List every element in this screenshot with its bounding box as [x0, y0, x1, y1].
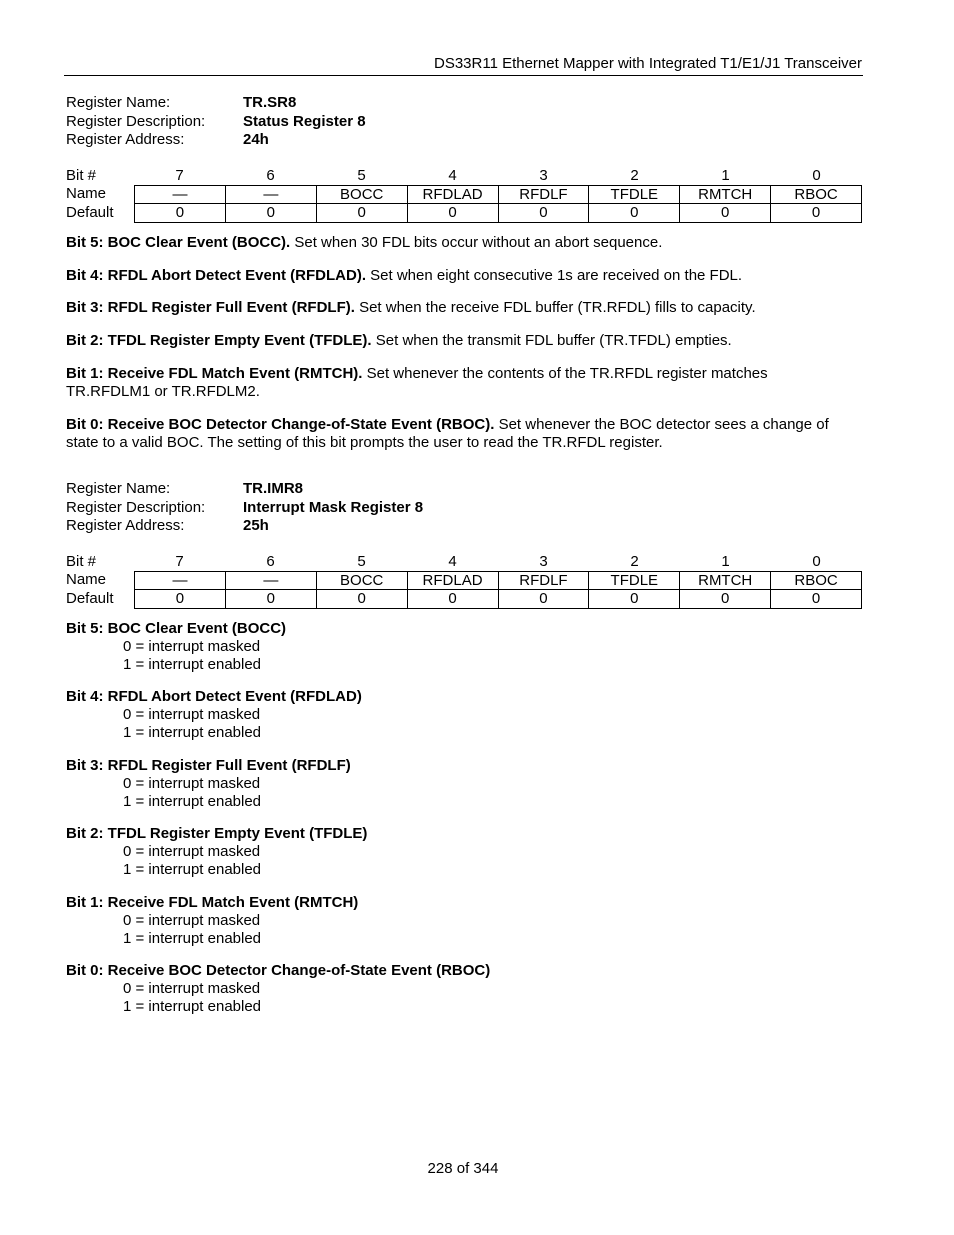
bit-default-label: Default	[66, 204, 114, 221]
bit-number: 1	[721, 167, 730, 184]
field-option: 0 = interrupt masked	[123, 775, 261, 792]
bit-number: 2	[630, 167, 639, 184]
bit-number: 7	[175, 553, 184, 570]
page-number: 228 of 344	[427, 1160, 499, 1177]
bit-default-cell: 0	[589, 590, 680, 608]
register-info-imr8	[66, 480, 423, 536]
bit-default-cell: 0	[680, 204, 771, 222]
bit-number: 1	[721, 553, 730, 570]
header-divider	[64, 75, 863, 76]
bit-description-title: Bit 3: RFDL Register Full Event (RFDLF).	[66, 299, 355, 316]
register-name: TR.SR8	[243, 94, 297, 111]
bit-description-text: Set whenever the BOC detector sees a change of state to a valid BOC. The setting of this bit prompts the user to read the TR.RFDL register.	[66, 416, 829, 451]
field-option: 1 = interrupt enabled	[123, 724, 262, 741]
field-option: 0 = interrupt masked	[123, 980, 261, 997]
bit-default-cell: 0	[408, 204, 499, 222]
bit-default-cell: 0	[317, 204, 408, 222]
document-header: DS33R11 Ethernet Mapper with Integrated T1/E1/J1 Transceiver	[433, 55, 862, 72]
field-option: 1 = interrupt enabled	[123, 930, 262, 947]
field-option: 0 = interrupt masked	[123, 843, 261, 860]
register-address-label: Register Address:	[66, 131, 185, 148]
bit-number: 4	[448, 167, 457, 184]
field-option: 0 = interrupt masked	[123, 638, 261, 655]
bit-default-cell: 0	[135, 590, 226, 608]
bit-description-text: Set when 30 FDL bits occur without an abort sequence.	[290, 234, 663, 251]
bit-name-cell: RFDLF	[499, 186, 590, 203]
bit-description	[66, 267, 862, 285]
field-title: Bit 3: RFDL Register Full Event (RFDLF)	[66, 757, 351, 774]
bit-description-text: Set when the transmit FDL buffer (TR.TFDL) empties.	[371, 332, 732, 349]
field-title: Bit 2: TFDL Register Empty Event (TFDLE)	[66, 825, 368, 842]
field-option: 0 = interrupt masked	[123, 706, 261, 723]
field-option: 1 = interrupt enabled	[123, 998, 262, 1015]
bit-number: 7	[175, 167, 184, 184]
bit-table-sr8	[66, 166, 862, 223]
bit-description-title: Bit 2: TFDL Register Empty Event (TFDLE).	[66, 332, 372, 349]
bit-number: 0	[812, 167, 821, 184]
bit-name-cell: RBOC	[771, 572, 862, 589]
field-description	[66, 825, 367, 879]
bit-description	[66, 365, 811, 401]
bit-description-text: Set whenever the contents of the TR.RFDL register matches TR.RFDLM1 or TR.RFDLM2.	[66, 365, 768, 400]
bit-number: 2	[630, 553, 639, 570]
register-info-sr8	[66, 94, 366, 150]
register-name-label: Register Name:	[66, 94, 171, 111]
bit-number: 4	[448, 553, 457, 570]
bit-name-cell: TFDLE	[589, 572, 680, 589]
bit-name-cell: RMTCH	[680, 572, 771, 589]
bit-description-title: Bit 4: RFDL Abort Detect Event (RFDLAD).	[66, 267, 366, 284]
bit-default-cell: 0	[589, 204, 680, 222]
bit-default-cell: 0	[226, 204, 317, 222]
bit-name-cell: BOCC	[317, 572, 408, 589]
bit-description-text: Set when the receive FDL buffer (TR.RFDL) fills to capacity.	[354, 299, 756, 316]
register-description-label: Register Description:	[66, 498, 206, 516]
bit-name-cell: TFDLE	[589, 186, 680, 203]
bit-name-cell: —	[135, 572, 226, 589]
register-address-label: Register Address:	[66, 517, 185, 534]
register-address: 24h	[243, 131, 269, 148]
bit-default-cell: 0	[771, 590, 862, 608]
bit-number: 3	[539, 167, 548, 184]
bit-default-cell: 0	[408, 590, 499, 608]
bit-description-title: Bit 5: BOC Clear Event (BOCC).	[66, 234, 291, 251]
bit-name-cell: RFDLAD	[408, 572, 499, 589]
register-name: TR.IMR8	[243, 480, 303, 497]
field-description	[66, 620, 286, 674]
field-description	[66, 962, 490, 1016]
bit-default-label: Default	[66, 590, 114, 607]
bit-number: 0	[812, 553, 821, 570]
bit-default-cell: 0	[226, 590, 317, 608]
bit-number-label: Bit #	[66, 553, 97, 570]
field-option: 1 = interrupt enabled	[123, 656, 262, 673]
bit-default-cell: 0	[135, 204, 226, 222]
field-option: 0 = interrupt masked	[123, 912, 261, 929]
field-description	[66, 757, 351, 811]
bit-number: 6	[266, 553, 275, 570]
register-address: 25h	[243, 517, 269, 534]
bit-description-title: Bit 1: Receive FDL Match Event (RMTCH).	[66, 365, 363, 382]
bit-name-cell: RBOC	[771, 186, 862, 203]
bit-name-label: Name	[66, 185, 107, 202]
bit-default-cell: 0	[499, 590, 590, 608]
field-title: Bit 1: Receive FDL Match Event (RMTCH)	[66, 894, 359, 911]
bit-number: 6	[266, 167, 275, 184]
bit-description	[66, 299, 862, 317]
bit-number: 5	[357, 167, 366, 184]
bit-table-imr8	[66, 552, 862, 609]
bit-name-cell: —	[226, 572, 317, 589]
bit-description	[66, 416, 862, 452]
bit-number-label: Bit #	[66, 167, 97, 184]
field-title: Bit 0: Receive BOC Detector Change-of-State Event (RBOC)	[66, 962, 491, 979]
bit-description-text: Set when eight consecutive 1s are received on the FDL.	[366, 267, 743, 284]
bit-number: 5	[357, 553, 366, 570]
register-description: Interrupt Mask Register 8	[243, 498, 424, 516]
field-option: 1 = interrupt enabled	[123, 793, 262, 810]
field-title: Bit 5: BOC Clear Event (BOCC)	[66, 620, 287, 637]
bit-description	[66, 234, 862, 252]
bit-default-cell: 0	[499, 204, 590, 222]
bit-default-cell: 0	[771, 204, 862, 222]
bit-default-cell: 0	[680, 590, 771, 608]
field-description	[66, 894, 358, 948]
bit-name-label: Name	[66, 571, 107, 588]
bit-name-cell: —	[135, 186, 226, 203]
bit-name-cell: RMTCH	[680, 186, 771, 203]
field-description	[66, 688, 362, 742]
register-description: Status Register 8	[243, 112, 366, 130]
bit-name-cell: —	[226, 186, 317, 203]
field-title: Bit 4: RFDL Abort Detect Event (RFDLAD)	[66, 688, 362, 705]
bit-name-cell: BOCC	[317, 186, 408, 203]
bit-description	[66, 332, 862, 350]
bit-number: 3	[539, 553, 548, 570]
bit-default-cell: 0	[317, 590, 408, 608]
field-option: 1 = interrupt enabled	[123, 861, 262, 878]
register-name-label: Register Name:	[66, 480, 171, 497]
bit-description-title: Bit 0: Receive BOC Detector Change-of-State Event (RBOC).	[66, 416, 495, 433]
register-description-label: Register Description:	[66, 112, 206, 130]
bit-name-cell: RFDLAD	[408, 186, 499, 203]
bit-name-cell: RFDLF	[499, 572, 590, 589]
